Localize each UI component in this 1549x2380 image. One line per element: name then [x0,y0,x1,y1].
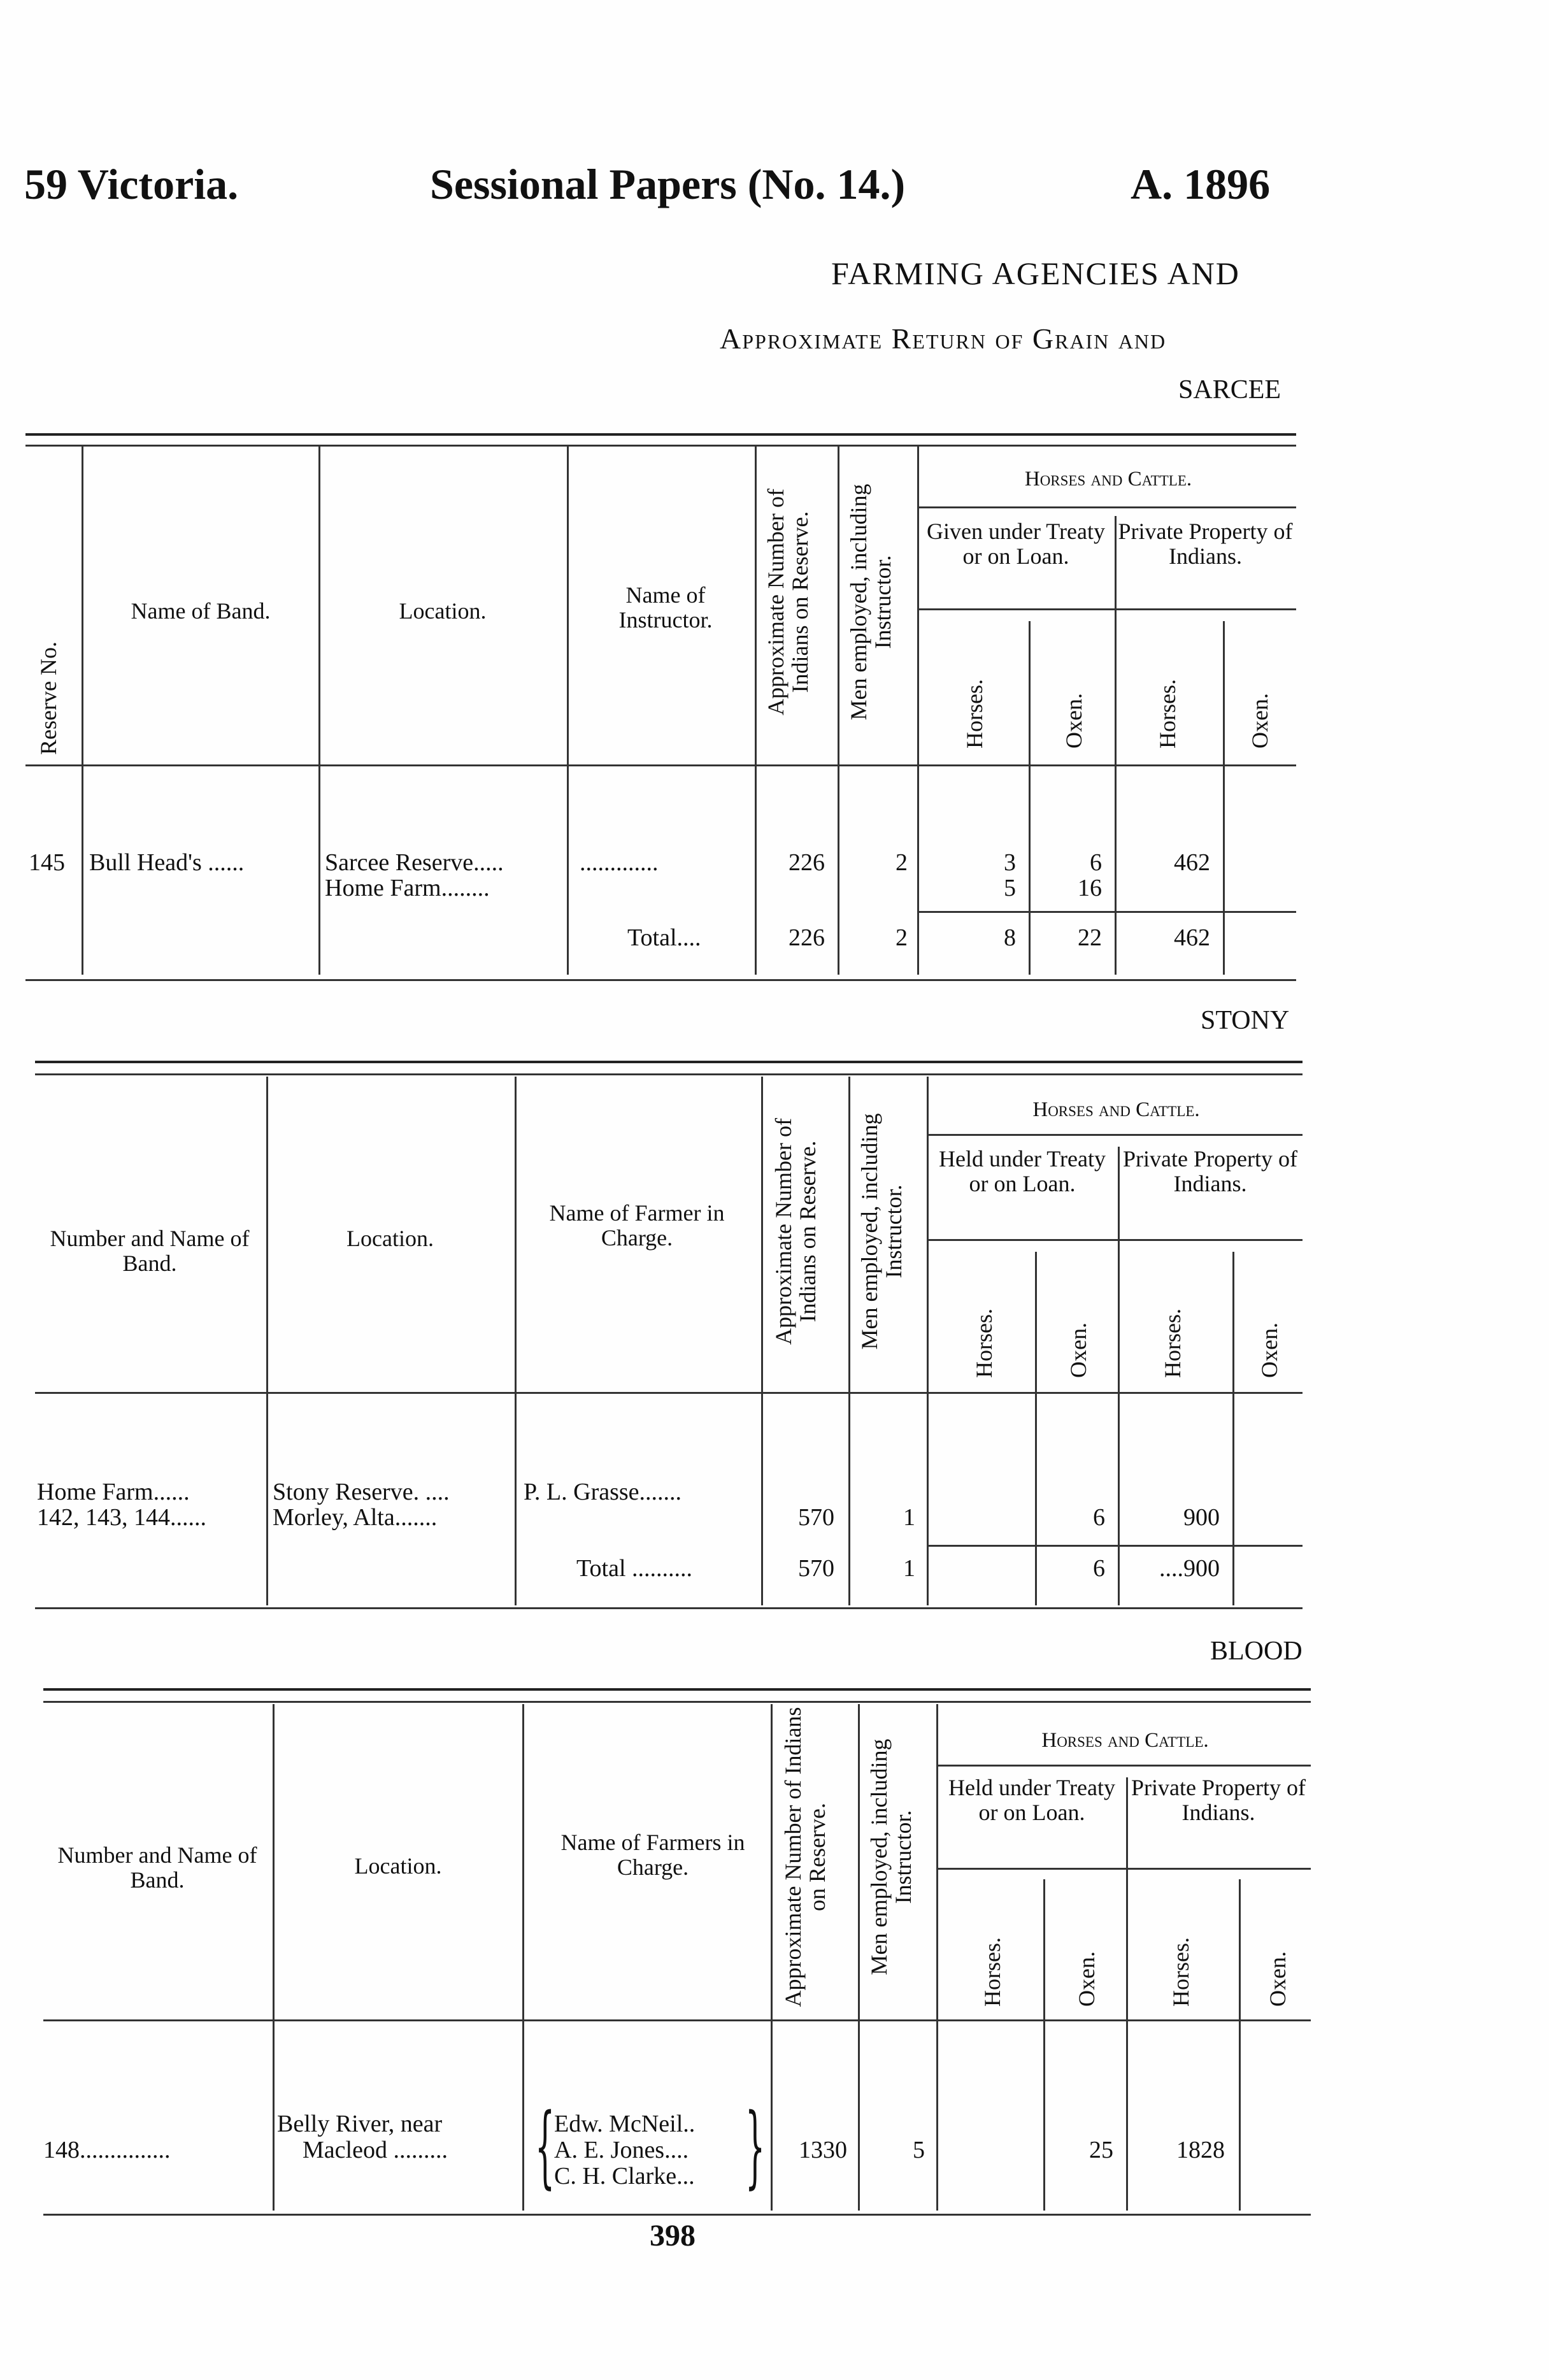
rule [936,1868,1311,1870]
blood-indians: 1330 [799,2137,847,2163]
col-rule [567,446,569,975]
sarcee-location-1: Sarcee Reserve..... [325,849,504,876]
col-rule [927,1077,929,1605]
col-location: Location. [399,598,487,624]
col-rule [1035,1252,1037,1605]
col-rule [266,1077,268,1605]
stony-held-oxen: 6 [1093,1504,1105,1531]
col-rule [1232,1252,1234,1605]
stony-band-1: Home Farm...... [37,1479,190,1505]
rule [936,1765,1311,1767]
col-rule [858,1704,860,2211]
col-rule [771,1704,773,2211]
rule [927,1134,1303,1136]
stony-location-1: Stony Reserve. .... [273,1479,450,1505]
col-location: Location. [354,1853,442,1879]
blood-farmer-2: A. E. Jones.... [554,2137,689,2163]
col-held-horses: Horses. [971,1308,997,1378]
col-rule [273,1704,275,2211]
rule [25,979,1296,981]
col-private-property: Private Property of Indians. [1123,1146,1297,1196]
col-horses-cattle: Horses and Cattle. [1024,468,1192,491]
header-right: A. 1896 [1131,160,1271,208]
col-rule [1223,621,1225,975]
stony-location-2: Morley, Alta....... [273,1504,438,1531]
rule [35,1061,1303,1063]
section-sarcee: SARCEE [1178,375,1281,405]
col-men-employed: Men employed, including Instructor. [846,484,896,720]
sarcee-total-label: Total.... [627,924,701,951]
col-rule [1118,1147,1120,1605]
sarcee-location-2: Home Farm........ [325,875,490,901]
sarcee-given-oxen-2: 16 [1078,875,1102,901]
col-horses-cattle: Horses and Cattle. [1032,1098,1200,1121]
rule [927,1239,1303,1241]
col-rule [838,446,839,975]
sarcee-private-horses: 462 [1174,849,1210,876]
col-location: Location. [346,1226,434,1251]
col-rule [917,446,919,975]
col-private-horses: Horses. [1160,1308,1185,1378]
stony-total-oxen: 6 [1093,1555,1105,1582]
blood-held-oxen: 25 [1089,2137,1113,2163]
sarcee-given-oxen-1: 6 [1090,849,1102,876]
col-approx-indians: Approximate Number of Indians on Reserve. [780,1707,830,2007]
blood-location-2: Macleod ......... [303,2137,448,2163]
col-approx-indians: Approximate Number of Indians on Reserve. [771,1118,820,1345]
sarcee-band: Bull Head's ...... [89,849,245,876]
col-rule [515,1077,517,1605]
stony-farmer: P. L. Grasse....... [524,1479,682,1505]
col-rule [761,1077,763,1605]
col-rule [1115,516,1117,975]
stony-total-private-horses: ....900 [1159,1555,1220,1582]
rule [35,1607,1303,1609]
rule [35,1392,1303,1394]
stony-total-indians: 570 [798,1555,834,1582]
rule [927,1545,1303,1547]
stony-private-horses: 900 [1183,1504,1220,1531]
section-stony: STONY [1201,1006,1290,1035]
sarcee-indians: 226 [789,849,825,876]
col-private-oxen: Oxen. [1257,1323,1282,1378]
sarcee-total-indians: 226 [789,924,825,951]
sarcee-total-oxen: 22 [1078,924,1102,951]
rule [917,911,1296,913]
section-blood: BLOOD [1210,1637,1303,1666]
stony-indians: 570 [798,1504,834,1531]
page-number: 398 [650,2219,696,2253]
col-rule [1126,1777,1128,2211]
stony-men: 1 [903,1504,915,1531]
col-number-band: Number and Name of Band. [50,1226,250,1276]
col-rule [755,446,757,975]
col-rule [522,1704,524,2211]
col-rule [82,446,83,975]
sarcee-total-private-horses: 462 [1174,924,1210,951]
blood-farmer-3: C. H. Clarke... [554,2163,695,2190]
col-given-treaty: Given under Treaty or on Loan. [927,519,1105,569]
col-name-band: Name of Band. [131,598,271,624]
col-held-oxen: Oxen. [1074,1951,1099,2007]
sarcee-instructor: ............. [580,849,659,876]
rule [43,2019,1311,2021]
left-brace-icon: { [535,2095,555,2198]
col-instructor: Name of Instructor. [618,582,713,633]
col-private-property: Private Property of Indians. [1131,1775,1306,1825]
col-given-horses: Horses. [962,679,987,749]
sarcee-total-horses: 8 [1004,924,1016,951]
rule [25,433,1296,436]
right-brace-icon: } [745,2095,766,2198]
title-line2: Approximate Return of Grain and [720,322,1167,355]
sarcee-given-horses-2: 5 [1004,875,1016,901]
col-private-oxen: Oxen. [1265,1951,1290,2007]
col-men-employed: Men employed, including Instructor. [857,1113,906,1350]
col-horses-cattle: Horses and Cattle. [1041,1729,1209,1752]
col-held-treaty: Held under Treaty or on Loan. [948,1775,1115,1825]
rule [43,1701,1311,1703]
col-rule [936,1704,938,2211]
sarcee-given-horses-1: 3 [1004,849,1016,876]
blood-private-horses: 1828 [1176,2137,1225,2163]
stony-total-label: Total .......... [576,1555,693,1582]
col-given-oxen: Oxen. [1061,693,1087,749]
blood-men: 5 [913,2137,925,2163]
header-center: Sessional Papers (No. 14.) [430,160,906,208]
col-approx-indians: Approximate Number of Indians on Reserve. [763,489,813,715]
rule [43,1688,1311,1691]
blood-band: 148............... [43,2137,171,2163]
col-rule [848,1077,850,1605]
stony-band-2: 142, 143, 144...... [37,1504,206,1531]
col-held-horses: Horses. [980,1937,1005,2007]
col-private-horses: Horses. [1168,1937,1194,2007]
stony-total-men: 1 [903,1555,915,1582]
col-rule [318,446,320,975]
col-held-treaty: Held under Treaty or on Loan. [939,1146,1106,1196]
col-rule [1029,621,1031,975]
col-private-horses: Horses. [1155,679,1180,749]
header-left: 59 Victoria. [24,160,239,208]
sarcee-reserve-no: 145 [29,849,65,876]
rule [35,1073,1303,1075]
col-rule [1043,1879,1045,2211]
title-line1: FARMING AGENCIES AND [831,255,1240,291]
rule [25,764,1296,766]
rule [917,506,1296,508]
col-farmer: Name of Farmer in Charge. [549,1200,725,1251]
col-private-property: Private Property of Indians. [1118,519,1293,569]
col-reserve-no: Reserve No. [36,642,61,755]
col-farmers: Name of Farmers in Charge. [560,1830,745,1880]
sarcee-men: 2 [896,849,908,876]
col-private-oxen: Oxen. [1247,693,1273,749]
sarcee-total-men: 2 [896,924,908,951]
col-men-employed: Men employed, including Instructor. [866,1738,916,1975]
col-held-oxen: Oxen. [1066,1323,1091,1378]
col-number-band: Number and Name of Band. [57,1842,257,1893]
blood-farmer-1: Edw. McNeil.. [554,2111,696,2137]
blood-location-1: Belly River, near [277,2111,443,2137]
rule [25,445,1296,447]
rule [43,2214,1311,2216]
rule [917,608,1296,610]
col-rule [1239,1879,1241,2211]
